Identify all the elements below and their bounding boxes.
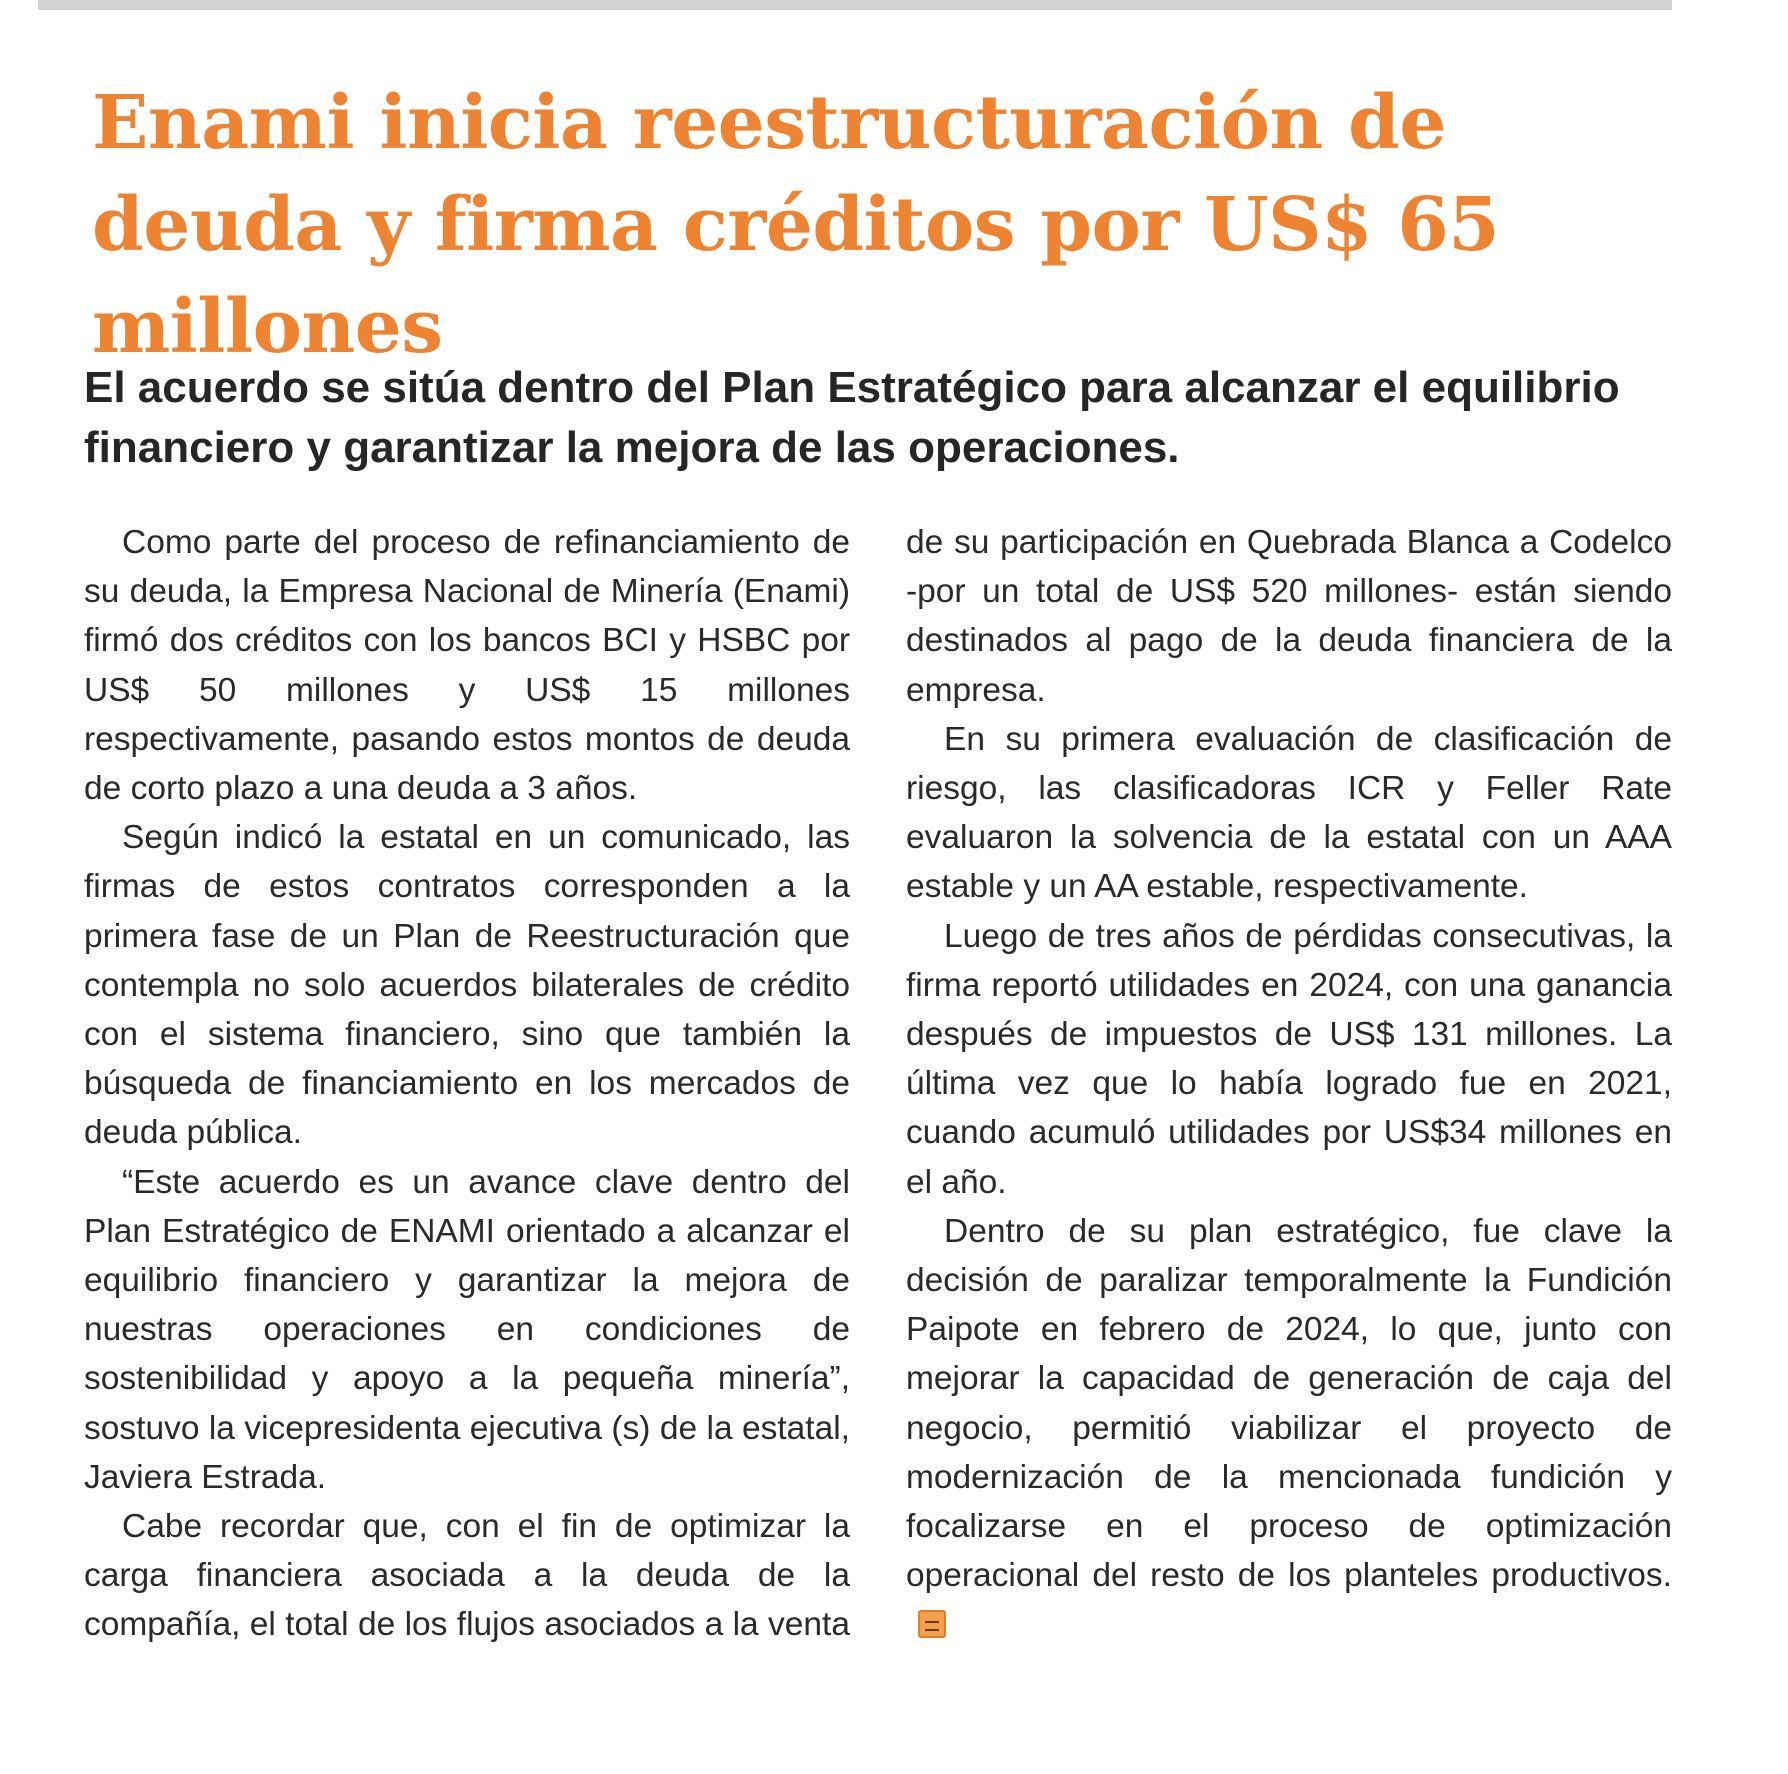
body-paragraph-last bbox=[906, 1207, 1672, 1650]
body-paragraph: En su primera evaluación de clasificación de riesgo, las clasificadoras ICR y Feller Rate evaluaron la solvencia de la estatal con un AAA estable y un AA estable, respectivamente. bbox=[906, 720, 1672, 906]
end-of-article-icon bbox=[918, 1610, 946, 1638]
article-deck: El acuerdo se sitúa dentro del Plan Estratégico para alcanzar el equilibrio financiero y garantizar la mejora de las operaciones. bbox=[84, 363, 1620, 472]
article-headline: Enami inicia reestructuración de deuda y firma créditos por US$ 65 millones bbox=[92, 80, 1500, 370]
article-body bbox=[84, 518, 1672, 1658]
body-paragraph: “Este acuerdo es un avance clave dentro del Plan Estratégico de ENAMI orientado a alcanzar el equilibrio financiero y garantizar la mejora de nuestras operaciones en condiciones de sostenibilidad y apoyo a la pequeña minería”, sostuvo la vicepresidenta ejecutiva (s) de la estatal, Javiera Estrada. bbox=[84, 1163, 850, 1496]
body-paragraph: Luego de tres años de pérdidas consecutivas, la firma reportó utilidades en 2024, con una ganancia después de impuestos de US$ 131 millones. La última vez que lo había logrado fue en 2021, cuando acumuló utilidades por US$34 millones en el año. bbox=[906, 917, 1672, 1201]
body-paragraph: Según indicó la estatal en un comunicado, las firmas de estos contratos corresponden a la primera fase de un Plan de Reestructuración que contempla no solo acuerdos bilaterales de crédito con el sistema financiero, sino que también la búsqueda de financiamiento en los mercados de deuda pública. bbox=[84, 819, 850, 1152]
body-paragraph: Cabe recordar que, con el fin de optimizar la carga financiera asociada a la deuda de la compañía, el total de los flujos asociados a la venta de su participación en Quebrada Blanca a Codelco -por un total de US$ 520 millones- están siendo destinados al pago de la deuda financiera de la empresa. bbox=[84, 524, 1672, 1644]
body-paragraph: Como parte del proceso de refinanciamiento de su deuda, la Empresa Nacional de Minería (Enami) firmó dos créditos con los bancos BCI y HSBC por US$ 50 millones y US$ 15 millones respectivamente, pasando estos montos de deuda de corto plazo a una deuda a 3 años. bbox=[84, 524, 850, 808]
last-paragraph-text: Dentro de su plan estratégico, fue clave la decisión de paralizar temporalmente la Fundición Paipote en febrero de 2024, lo que, junto con mejorar la capacidad de generación de caja del negocio, permitió viabilizar el proyecto de modernización de la mencionada fundición y focalizarse en el proceso de optimización operacional del resto de los planteles productivos. bbox=[906, 1212, 1672, 1595]
top-divider-bar bbox=[38, 0, 1672, 10]
